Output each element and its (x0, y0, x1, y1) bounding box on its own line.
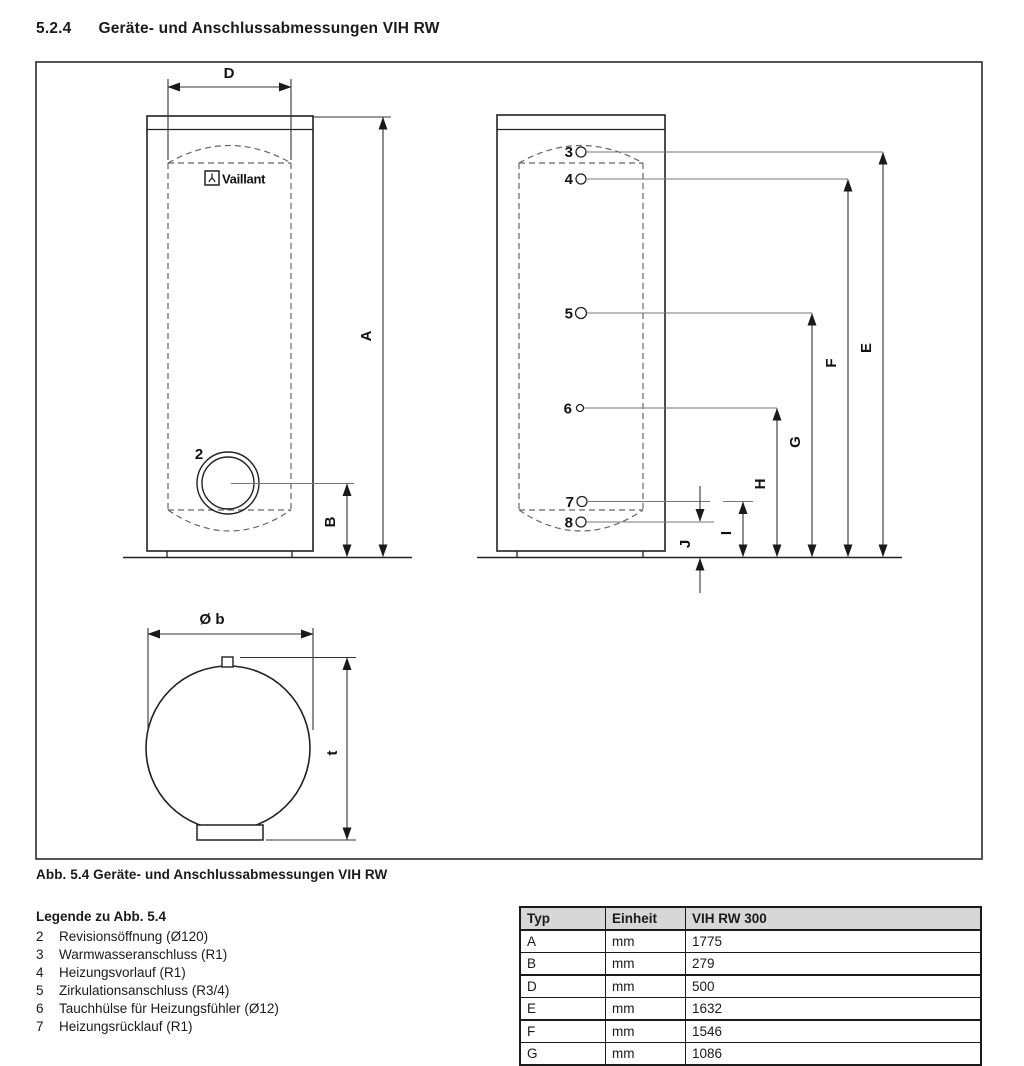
figure-border (36, 62, 982, 859)
dim-label-b: B (322, 516, 339, 528)
table-cell: 279 (686, 953, 982, 976)
dimension-table (519, 906, 982, 1066)
table-header-row (520, 907, 981, 930)
legend-item-number: 3 (36, 947, 44, 962)
table-cell: G (520, 1043, 606, 1066)
dim-label-a: A (358, 330, 375, 342)
legend-item-text: Zirkulationsanschluss (R3/4) (59, 983, 230, 998)
conn-label-4: 4 (564, 171, 573, 188)
legend-item-text: Heizungsrücklauf (R1) (59, 1019, 193, 1034)
dim-label-diameter: Ø b (199, 611, 225, 628)
table-cell: mm (606, 1020, 686, 1043)
table-row (520, 998, 981, 1021)
table-row (520, 1020, 981, 1043)
legend-item (36, 928, 279, 946)
brand-text: Vaillant (222, 171, 266, 187)
legend-item (36, 964, 279, 982)
legend-item (36, 1000, 279, 1018)
legend-item-text: Tauchhülse für Heizungsfühler (Ø12) (59, 1001, 279, 1016)
table-cell: 1546 (686, 1020, 982, 1043)
plan-dimensions (148, 628, 356, 840)
vaillant-logo-icon (209, 174, 215, 183)
table-cell: 1086 (686, 1043, 982, 1066)
legend-item-text: Warmwasseranschluss (R1) (59, 947, 228, 962)
side-view (477, 115, 902, 558)
legend-item-text: Heizungsvorlauf (R1) (59, 965, 186, 980)
port-5 (576, 308, 587, 319)
conn-label-2: 2 (194, 446, 204, 463)
table-cell: 500 (686, 975, 982, 998)
dim-label-e: E (858, 342, 875, 354)
table-cell: 1775 (686, 930, 982, 953)
dim-label-d: D (223, 65, 235, 82)
legend-item-number: 7 (36, 1019, 44, 1034)
legend-item-number: 5 (36, 983, 44, 998)
conn-label-6: 6 (563, 400, 572, 418)
legend-item-number: 4 (36, 965, 44, 980)
conn-label-5: 5 (564, 305, 573, 323)
section-title: Geräte- und Anschlussabmessungen VIH RW (98, 20, 440, 37)
port-3 (576, 147, 586, 157)
table-cell: 1632 (686, 998, 982, 1021)
table-cell: E (520, 998, 606, 1021)
table-cell: A (520, 930, 606, 953)
legend-item-number: 6 (36, 1001, 44, 1016)
legend-item (36, 946, 279, 964)
dim-label-t: t (324, 750, 341, 756)
dim-label-g: G (787, 436, 804, 448)
side-dimensions (700, 153, 883, 594)
conn-label-8: 8 (564, 514, 573, 532)
legend-item (36, 1018, 279, 1036)
figure-caption: Abb. 5.4 Geräte- und Anschlussabmessungen VIH RW (36, 867, 388, 882)
plan-view (146, 657, 310, 840)
side-leaders (584, 152, 883, 522)
table-cell: B (520, 953, 606, 976)
conn-label-7: 7 (565, 494, 574, 511)
table-cell: mm (606, 975, 686, 998)
table-header-cell: VIH RW 300 (686, 907, 982, 930)
table-cell: mm (606, 1043, 686, 1066)
legend-item (36, 982, 279, 1000)
port-4 (576, 174, 586, 184)
conn-label-3: 3 (564, 144, 573, 161)
dim-label-f: F (823, 358, 840, 368)
port-7 (577, 497, 587, 507)
port-6 (577, 405, 584, 412)
table-header-cell: Typ (520, 907, 606, 930)
dim-label-h: H (752, 478, 769, 490)
legend-item-text: Revisionsöffnung (Ø120) (59, 929, 209, 944)
legend (36, 908, 279, 1036)
section-number: 5.2.4 (36, 20, 72, 37)
dim-label-i: I (718, 530, 735, 536)
legend-item-number: 2 (36, 929, 44, 944)
legend-items (36, 928, 279, 1036)
plan-circle (146, 666, 310, 830)
vaillant-logo (205, 171, 266, 187)
plan-foot (197, 825, 263, 840)
table-cell: mm (606, 930, 686, 953)
table-row (520, 1043, 981, 1066)
table-row (520, 953, 981, 976)
dim-label-j: J (677, 539, 694, 549)
table-cell: mm (606, 953, 686, 976)
table-cell: D (520, 975, 606, 998)
table-cell: F (520, 1020, 606, 1043)
table-row (520, 930, 981, 953)
table-row (520, 975, 981, 998)
port-8 (576, 517, 586, 527)
table-header-cell: Einheit (606, 907, 686, 930)
table-cell: mm (606, 998, 686, 1021)
legend-title: Legende zu Abb. 5.4 (36, 909, 167, 924)
plan-nub (222, 657, 233, 667)
